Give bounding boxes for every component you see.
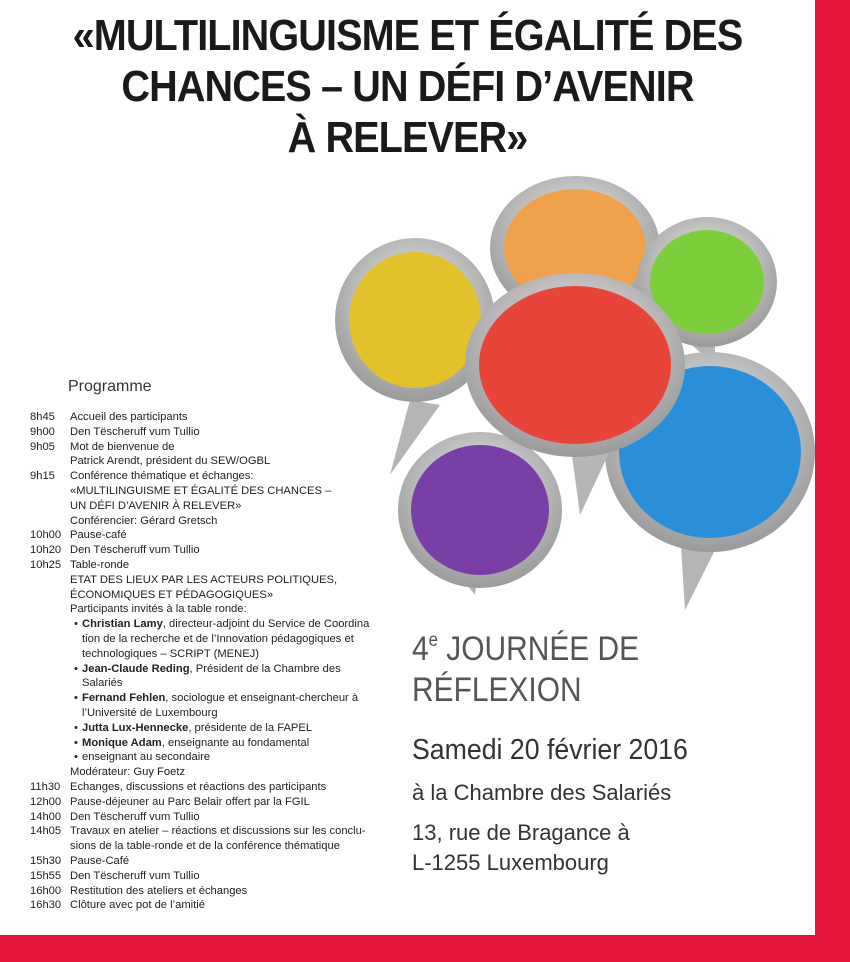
speaker-item — [30, 721, 390, 736]
event-address — [412, 818, 630, 878]
programme-text: Den Tëscheruff vum Tullio — [70, 869, 200, 882]
programme-time: 16h00 — [30, 884, 62, 897]
programme-time: 10h20 — [30, 544, 62, 557]
speaker-role-continued: Salariés — [82, 677, 123, 690]
speech-bubbles-illustration — [330, 170, 815, 620]
programme-text: Pause-déjeuner au Parc Belair offert par la FGIL — [70, 795, 310, 808]
programme-row — [30, 558, 390, 573]
programme-row — [30, 869, 390, 884]
title-line-1: «MULTILINGUISME ET ÉGALITÉ DES — [72, 11, 743, 60]
programme-row — [30, 484, 390, 499]
speaker-role-continued: technologiques – SCRIPT (MENEJ) — [82, 647, 260, 660]
programme-text: Accueil des participants — [70, 411, 188, 423]
programme-text: Pause-Café — [70, 854, 130, 867]
programme-time: 10h25 — [30, 558, 62, 571]
speaker-role: , enseignante au fondamental — [161, 736, 310, 749]
page-title — [41, 10, 775, 163]
programme-heading: Programme — [68, 378, 152, 395]
speaker-role-continued: l’Université de Luxembourg — [82, 706, 218, 719]
programme-row — [30, 410, 390, 425]
programme-text: sions de la table-ronde et de la conférence thématique — [70, 840, 340, 853]
programme-time — [30, 484, 70, 499]
programme-row — [30, 528, 390, 543]
programme-time — [30, 454, 70, 469]
programme-text: ÉCONOMIQUES ET PÉDAGOGIQUES» — [70, 588, 274, 601]
programme-text: Den Tëscheruff vum Tullio — [70, 810, 200, 823]
programme-row — [30, 425, 390, 440]
red-border-right — [815, 0, 850, 962]
programme-text: Echanges, discussions et réactions des participants — [70, 780, 327, 793]
speaker-role: , sociologue et enseignant-chercheur à — [165, 692, 359, 705]
programme-list — [30, 410, 390, 913]
programme-text: Den Tëscheruff vum Tullio — [70, 544, 200, 557]
programme-row — [30, 514, 390, 529]
programme-text: ETAT DES LIEUX PAR LES ACTEURS POLITIQUES, — [70, 573, 338, 586]
programme-time — [30, 839, 70, 854]
event-date: Samedi 20 février 2016 — [412, 734, 688, 766]
moderator: Modérateur: Guy Foetz — [70, 766, 186, 779]
programme-row — [30, 469, 390, 484]
address-line-2: L-1255 Luxembourg — [412, 850, 609, 875]
speaker-item — [30, 662, 390, 677]
programme-text: Clôture avec pot de l’amitié — [70, 899, 205, 912]
programme-text: Den Tëscheruff vum Tullio — [70, 425, 200, 438]
programme-time — [30, 514, 70, 529]
programme-text: Travaux en atelier – réactions et discussions sur les conclu- — [70, 825, 366, 838]
programme-text: UN DÉFI D’AVENIR À RELEVER» — [70, 499, 242, 512]
speaker-role: enseignant au secondaire — [82, 751, 211, 764]
speaker-role: , Président de la Chambre des — [189, 662, 341, 675]
programme-row — [30, 499, 390, 514]
programme-row — [30, 795, 390, 810]
speaker-name: Christian Lamy — [82, 618, 163, 631]
speaker-name: Fernand Fehlen — [82, 692, 166, 705]
programme-row — [30, 810, 390, 825]
speaker-name: Jean-Claude Reding — [82, 662, 190, 675]
speaker-item — [30, 750, 390, 765]
programme-time: 8h45 — [30, 411, 55, 423]
programme-text: Table-ronde — [70, 558, 130, 571]
programme-row — [30, 898, 390, 913]
programme-text: Participants invités à la table ronde: — [70, 603, 247, 616]
event-number: 4 — [412, 630, 429, 668]
red-border-bottom — [0, 935, 850, 962]
programme-time: 9h05 — [30, 440, 55, 453]
programme-time — [30, 499, 70, 514]
speaker-item — [30, 691, 390, 706]
programme-text: Conférencier: Gérard Gretsch — [70, 514, 218, 527]
programme-row — [30, 602, 390, 617]
programme-time: 12h00 — [30, 795, 62, 808]
address-line-1: 13, rue de Bragance à — [412, 820, 630, 845]
speaker-name: Monique Adam — [82, 736, 162, 749]
programme-text: Restitution des ateliers et échanges — [70, 884, 248, 897]
programme-row — [30, 588, 390, 603]
programme-row — [30, 440, 390, 455]
event-title-line-2: RÉFLEXION — [412, 671, 582, 709]
programme-time: 15h55 — [30, 869, 62, 882]
programme-text: Pause-café — [70, 529, 127, 542]
programme-time — [30, 573, 70, 588]
programme-text: Patrick Arendt, président du SEW/OGBL — [70, 455, 271, 468]
programme-time: 11h30 — [30, 780, 61, 793]
programme-time: 16h30 — [30, 899, 62, 912]
programme-time: 9h00 — [30, 425, 55, 438]
programme-text: Mot de bienvenue de — [70, 440, 175, 453]
programme-time: 9h15 — [30, 470, 55, 483]
programme-time — [30, 588, 70, 603]
speaker-role: , directeur-adjoint du Service de Coordina — [162, 618, 370, 631]
event-ordinal: e — [428, 630, 438, 651]
programme-row — [30, 573, 390, 588]
programme-time: 14h00 — [30, 810, 62, 823]
programme-row — [30, 824, 390, 839]
programme-text: «MULTILINGUISME ET ÉGALITÉ DES CHANCES – — [70, 484, 332, 497]
programme-time — [30, 602, 70, 617]
event-line-1-text: JOURNÉE DE — [437, 630, 640, 668]
speaker-item — [30, 736, 390, 751]
programme-time: 14h05 — [30, 825, 62, 838]
programme-row — [30, 780, 390, 795]
programme-row — [30, 839, 390, 854]
programme-text: Conférence thématique et échanges: — [70, 470, 254, 483]
speaker-name: Jutta Lux-Hennecke — [82, 721, 189, 734]
event-title — [412, 620, 639, 711]
speaker-item — [30, 617, 390, 632]
programme-row — [30, 543, 390, 558]
title-line-3: À RELEVER» — [287, 113, 528, 162]
speaker-role: , présidente de la FAPEL — [188, 721, 313, 734]
bubble-purple — [398, 432, 562, 595]
programme-row — [30, 884, 390, 899]
speaker-role-continued: tion de la recherche et de l’Innovation pédagogiques et — [82, 632, 354, 645]
event-venue: à la Chambre des Salariés — [412, 780, 672, 805]
programme-row — [30, 854, 390, 869]
programme-row — [30, 454, 390, 469]
programme-time: 10h00 — [30, 529, 62, 542]
title-line-2: CHANCES – UN DÉFI D’AVENIR — [121, 62, 694, 111]
event-title-line-1 — [412, 620, 639, 670]
programme-time: 15h30 — [30, 854, 62, 867]
